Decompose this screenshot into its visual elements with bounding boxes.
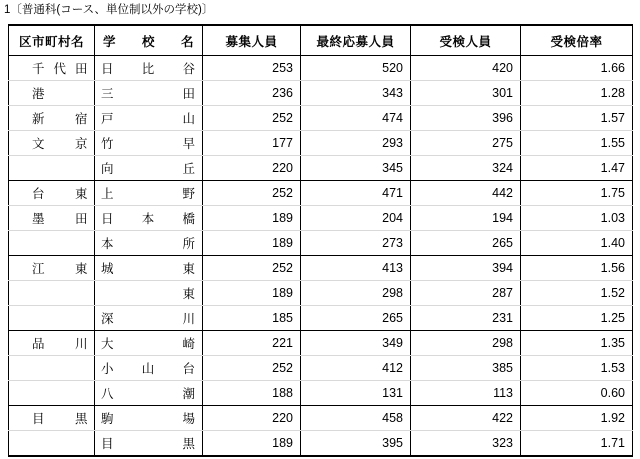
school-name-text: 日 比 谷: [101, 62, 195, 76]
cell-ward: [9, 281, 95, 306]
school-name-text: 向 丘: [101, 162, 195, 176]
cell-examinees: 287: [411, 281, 521, 306]
cell-school: [95, 406, 203, 431]
cell-quota: 189: [203, 431, 301, 457]
cell-ward: [9, 156, 95, 181]
cell-ratio: 1.40: [521, 231, 633, 256]
school-name-text: 八 潮: [101, 387, 195, 401]
cell-examinees: 420: [411, 56, 521, 81]
cell-ward: [9, 81, 95, 106]
cell-applicants: 474: [301, 106, 411, 131]
cell-ratio: 1.47: [521, 156, 633, 181]
cell-examinees: 323: [411, 431, 521, 457]
table-header: [9, 25, 633, 56]
school-name-text: 東: [101, 287, 233, 301]
cell-school: [95, 231, 203, 256]
cell-quota: 220: [203, 156, 301, 181]
school-name-text: 城 東: [101, 262, 195, 276]
table-row: [9, 406, 633, 431]
cell-ratio: 1.28: [521, 81, 633, 106]
cell-examinees: 422: [411, 406, 521, 431]
cell-school: [95, 181, 203, 206]
cell-examinees: 275: [411, 131, 521, 156]
cell-quota: 189: [203, 231, 301, 256]
ward-text: 墨 田: [32, 212, 88, 226]
cell-ward: [9, 406, 95, 431]
cell-quota: 253: [203, 56, 301, 81]
cell-ratio: 1.56: [521, 256, 633, 281]
cell-applicants: 273: [301, 231, 411, 256]
cell-ratio: 1.52: [521, 281, 633, 306]
cell-quota: 220: [203, 406, 301, 431]
table-row: [9, 256, 633, 281]
cell-school: [95, 306, 203, 331]
cell-examinees: 298: [411, 331, 521, 356]
cell-ratio: 1.55: [521, 131, 633, 156]
cell-ratio: 1.25: [521, 306, 633, 331]
cell-examinees: 442: [411, 181, 521, 206]
ward-text: 新 宿: [32, 112, 88, 126]
cell-ward: [9, 231, 95, 256]
results-table: [8, 24, 633, 457]
cell-ratio: 1.75: [521, 181, 633, 206]
school-name-text: 大 崎: [101, 337, 195, 351]
cell-quota: 252: [203, 181, 301, 206]
cell-ward: [9, 381, 95, 406]
cell-ward: [9, 331, 95, 356]
column-header-applicants: 最終応募人員: [301, 25, 411, 56]
school-name-text: 日 本 橋: [101, 212, 195, 226]
cell-ratio: 0.60: [521, 381, 633, 406]
table-row: [9, 81, 633, 106]
cell-applicants: 349: [301, 331, 411, 356]
cell-quota: 189: [203, 281, 301, 306]
ward-text: 港: [32, 87, 46, 101]
cell-ward: [9, 56, 95, 81]
school-name-text: 深 川: [101, 312, 195, 326]
cell-quota: 221: [203, 331, 301, 356]
school-name-text: 戸 山: [101, 112, 195, 126]
ward-text: 江 東: [32, 262, 88, 276]
cell-school: [95, 131, 203, 156]
table-header-row: [9, 25, 633, 56]
cell-quota: 185: [203, 306, 301, 331]
cell-school: [95, 281, 233, 306]
school-name-text: 本 所: [101, 237, 195, 251]
cell-school: [95, 256, 203, 281]
cell-ratio: 1.03: [521, 206, 633, 231]
table-row: [9, 56, 633, 81]
column-header-school: 学 校 名: [95, 25, 203, 56]
table-row: [9, 381, 633, 406]
cell-applicants: 131: [301, 381, 411, 406]
cell-quota: 252: [203, 256, 301, 281]
column-header-examinees: 受検人員: [411, 25, 521, 56]
column-header-ward: 区市町村名: [9, 25, 95, 56]
table-row: [9, 431, 633, 457]
table-row: [9, 156, 633, 181]
table-row: [9, 331, 633, 356]
cell-school: [95, 331, 203, 356]
cell-examinees: 396: [411, 106, 521, 131]
cell-ratio: 1.57: [521, 106, 633, 131]
cell-school: [95, 431, 203, 457]
cell-ward: [9, 131, 95, 156]
table-row: [9, 206, 633, 231]
ward-text: 台 東: [32, 187, 88, 201]
table-body: [9, 56, 633, 457]
cell-applicants: 471: [301, 181, 411, 206]
cell-examinees: 113: [411, 381, 521, 406]
column-header-quota: 募集人員: [203, 25, 301, 56]
cell-school: [95, 206, 203, 231]
cell-applicants: 265: [301, 306, 411, 331]
cell-ratio: 1.71: [521, 431, 633, 457]
cell-ward: [9, 206, 95, 231]
school-name-text: 小 山 台: [101, 362, 195, 376]
cell-applicants: 395: [301, 431, 411, 457]
table-row: [9, 181, 633, 206]
cell-school: [95, 356, 203, 381]
results-table-container: [8, 24, 632, 457]
cell-applicants: 345: [301, 156, 411, 181]
cell-school: [95, 81, 203, 106]
cell-quota: 236: [203, 81, 301, 106]
cell-examinees: 324: [411, 156, 521, 181]
cell-applicants: 204: [301, 206, 411, 231]
cell-quota: 252: [203, 356, 301, 381]
cell-school: [95, 56, 203, 81]
table-row: [9, 231, 633, 256]
cell-school: [95, 106, 203, 131]
cell-ratio: 1.92: [521, 406, 633, 431]
cell-ratio: 1.66: [521, 56, 633, 81]
cell-examinees: 394: [411, 256, 521, 281]
cell-ward: [9, 356, 95, 381]
cell-ward: [9, 306, 95, 331]
cell-examinees: 301: [411, 81, 521, 106]
cell-quota: 189: [203, 206, 301, 231]
cell-examinees: 265: [411, 231, 521, 256]
cell-applicants: 413: [301, 256, 411, 281]
cell-ward: [9, 181, 95, 206]
ward-text: 文 京: [32, 137, 88, 151]
school-name-text: 目 黒: [101, 437, 195, 451]
cell-quota: 188: [203, 381, 301, 406]
cell-quota: 177: [203, 131, 301, 156]
table-caption: 1〔普通科(コース、単位制以外の学校)〕: [4, 4, 214, 16]
table-row: [9, 356, 633, 381]
cell-school: [95, 381, 203, 406]
ward-text: 千代田: [32, 62, 88, 76]
cell-applicants: 458: [301, 406, 411, 431]
ward-text: 品 川: [32, 337, 88, 351]
cell-examinees: 194: [411, 206, 521, 231]
cell-quota: 252: [203, 106, 301, 131]
cell-applicants: 412: [301, 356, 411, 381]
cell-ward: [9, 106, 95, 131]
cell-applicants: 520: [301, 56, 411, 81]
school-name-text: 三 田: [101, 87, 195, 101]
table-row: [9, 281, 633, 306]
column-header-ratio: 受検倍率: [521, 25, 633, 56]
cell-examinees: 231: [411, 306, 521, 331]
cell-applicants: 343: [301, 81, 411, 106]
cell-applicants: 293: [301, 131, 411, 156]
school-name-text: 駒 場: [101, 412, 195, 426]
school-name-text: 上 野: [101, 187, 195, 201]
cell-examinees: 385: [411, 356, 521, 381]
cell-school: [95, 156, 203, 181]
table-row: [9, 306, 633, 331]
table-row: [9, 131, 633, 156]
cell-ward: [9, 256, 95, 281]
cell-ratio: 1.35: [521, 331, 633, 356]
table-row: [9, 106, 633, 131]
ward-text: 目 黒: [32, 412, 88, 426]
cell-ratio: 1.53: [521, 356, 633, 381]
cell-applicants: 298: [301, 281, 411, 306]
school-name-text: 竹 早: [101, 137, 195, 151]
cell-ward: [9, 431, 95, 457]
